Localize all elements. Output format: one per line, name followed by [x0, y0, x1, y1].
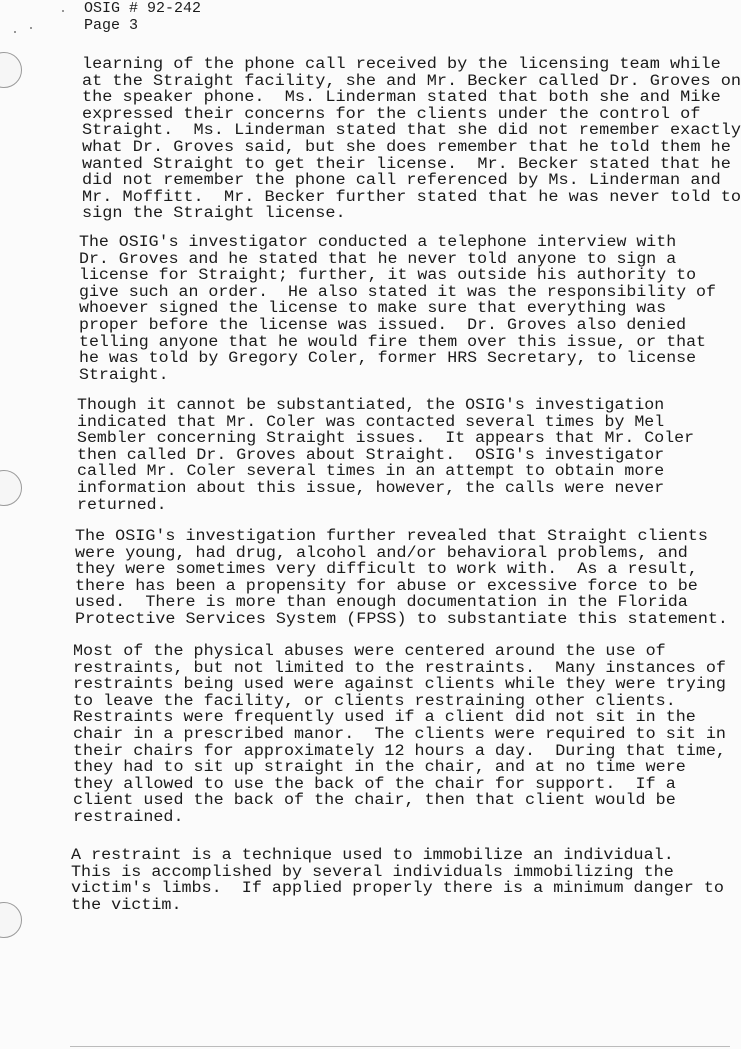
body-paragraph: Most of the physical abuses were centered around the use of restraints, but not limited to the restraints. Many instances of restraints being used were against clients while they were trying to leave the facility, or clients restraining other clients. Restraints were frequently used if a client did not sit in the chair in a prescribed manor. The clients were required to sit in their chairs for approximately 12 hours a day. During that time, they had to sit up straight in the chair, and at no time were they allowed to use the back of the chair for support. If a client used the back of the chair, then that client would be restrained. [73, 642, 726, 826]
case-number: OSIG # 92-242 [84, 0, 202, 17]
page-number: Page 3 [84, 17, 139, 34]
scan-speck [62, 10, 64, 12]
body-paragraph: learning of the phone call received by the licensing team while at the Straight facility, she and Mr. Becker called Dr. Groves on the speaker phone. Ms. Linderman stated that both she and Mike expressed their concerns for the clients under the control of Straight. Ms. Linderman stated that she did not remember exactly what Dr. Groves said, but she does remember that he told them he wanted Straight to get their license. Mr. Becker stated that he did not remember the phone call referenced by Ms. Linderman and Mr. Moffitt. Mr. Becker further stated that he was never told to sign the Straight license. [82, 55, 741, 223]
page-header [84, 0, 201, 34]
scan-speck [30, 27, 32, 29]
scan-speck [14, 31, 16, 33]
body-paragraph: The OSIG's investigator conducted a telephone interview with Dr. Groves and he stated that he never told anyone to sign a license for Straight; further, it was outside his authority to give such an order. He also stated it was the responsibility of whoever signed the license to make sure that everything was proper before the license was issued. Dr. Groves also denied telling anyone that he would fire them over this issue, or that he was told by Gregory Coler, former HRS Secretary, to license Straight. [79, 233, 716, 384]
punch-hole [0, 52, 22, 88]
punch-hole [0, 470, 22, 506]
body-paragraph: A restraint is a technique used to immobilize an individual. This is accomplished by several individuals immobilizing the victim's limbs. If applied properly there is a minimum danger to the victim. [71, 846, 724, 914]
body-paragraph: The OSIG's investigation further revealed that Straight clients were young, had drug, alcohol and/or behavioral problems, and they were sometimes very difficult to work with. As a result, there has been a propensity for abuse or excessive force to be used. There is more than enough documentation in the Florida Protective Services System (FPSS) to substantiate this statement. [75, 527, 728, 628]
punch-hole [0, 902, 22, 938]
body-paragraph: Though it cannot be substantiated, the OSIG's investigation indicated that Mr. Coler was contacted several times by Mel Sembler concerning Straight issues. It appears that Mr. Coler then called Dr. Groves about Straight. OSIG's investigator called Mr. Coler several times in an attempt to obtain more information about this issue, however, the calls were never returned. [77, 396, 695, 514]
page-bottom-edge [70, 1046, 730, 1047]
